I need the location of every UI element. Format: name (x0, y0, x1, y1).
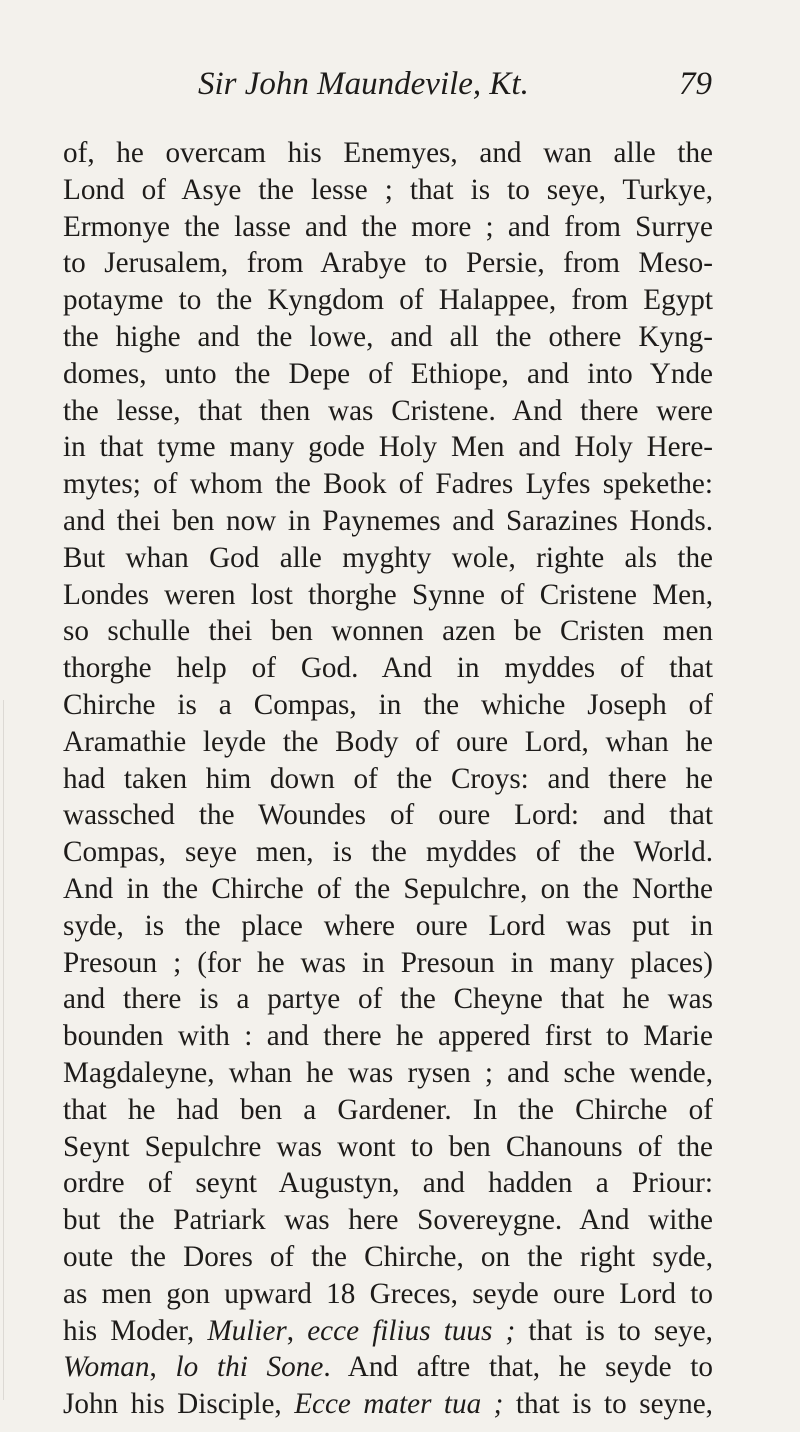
text-line: so schulle thei ben wonnen azen be Cristen men (63, 615, 713, 648)
page-number: 79 (679, 66, 712, 102)
text-line: Londes weren lost thorghe Synne of Cristene Men, (63, 578, 713, 611)
latin-phrase: Ecce mater tua ; (294, 1388, 504, 1421)
text-segment: that is to seyne, (503, 1388, 713, 1421)
text-line: bounden with : and there he appered first to Marie (63, 1020, 713, 1053)
text-line: thorghe help of God. And in myddes of that (63, 652, 713, 685)
page-edge-shadow (3, 700, 4, 1400)
latin-phrase: ecce filius tuus ; (307, 1314, 516, 1347)
text-line: wassched the Woundes of oure Lord: and that (63, 799, 713, 832)
text-segment: that is to seye, (515, 1314, 713, 1347)
text-line: the highe and the lowe, and all the othere Kyng- (63, 320, 713, 353)
text-line: Presoun ; (for he was in Presoun in many places) (63, 946, 713, 979)
text-line-mixed (63, 1313, 713, 1350)
text-line: of, he overcam his Enemyes, and wan alle the (63, 137, 713, 169)
text-line: Seynt Sepulchre was wont to ben Chanouns of the (63, 1130, 713, 1163)
text-line: potayme to the Kyngdom of Halappee, from Egypt (63, 284, 713, 317)
latin-word: Mulier (207, 1314, 287, 1347)
text-segment: his Moder, (63, 1314, 208, 1347)
text-line: in that tyme many gode Holy Men and Holy Here- (63, 431, 713, 464)
running-title: Sir John Maundevile, Kt. (198, 66, 529, 102)
text-line: But whan God alle myghty wole, righte als the (63, 541, 713, 574)
text-line: as men gon upward 18 Greces, seyde oure Lord to (63, 1277, 713, 1310)
text-line: Lond of Asye the lesse ; that is to seye, Turkye, (63, 173, 713, 206)
text-segment: , (286, 1314, 308, 1347)
italic-phrase: lo thi Sone (175, 1351, 324, 1384)
text-line: that he had ben a Gardener. In the Chirche of (63, 1093, 713, 1126)
text-line: to Jerusalem, from Arabye to Persie, from Meso- (63, 247, 713, 280)
text-line: and there is a partye of the Cheyne that he was (63, 983, 713, 1016)
text-segment: . And aftre that, he seyde to (323, 1351, 713, 1384)
text-line: oute the Dores of the Chirche, on the right syde, (63, 1240, 713, 1273)
text-line: the lesse, that then was Cristene. And there were (63, 394, 713, 427)
text-line: mytes; of whom the Book of Fadres Lyfes spekethe: (63, 468, 713, 501)
body-text (63, 135, 713, 1423)
text-line: Ermonye the lasse and the more ; and from Surrye (63, 210, 713, 243)
text-line: Chirche is a Compas, in the whiche Joseph of (63, 688, 713, 721)
text-line-mixed (63, 1349, 713, 1386)
text-line: Compas, seye men, is the myddes of the World. (63, 836, 713, 869)
text-line: had taken him down of the Croys: and there he (63, 762, 713, 795)
text-line: domes, unto the Depe of Ethiope, and into Ynde (63, 357, 713, 390)
text-line: Magdaleyne, whan he was rysen ; and sche wende, (63, 1056, 713, 1089)
running-head (0, 66, 800, 106)
italic-word: Woman (63, 1351, 150, 1384)
text-line: Aramathie leyde the Body of oure Lord, whan he (63, 725, 713, 758)
text-line: ordre of seynt Augustyn, and hadden a Priour: (63, 1167, 713, 1200)
text-line: and thei ben now in Paynemes and Sarazines Honds. (63, 504, 713, 537)
text-segment: , (149, 1351, 176, 1384)
text-line: And in the Chirche of the Sepulchre, on the Northe (63, 872, 713, 905)
text-line: syde, is the place where oure Lord was put in (63, 909, 713, 942)
text-line: but the Patriark was here Sovereygne. And withe (63, 1204, 713, 1237)
text-segment: John his Disciple, (63, 1388, 295, 1421)
text-line-mixed (63, 1386, 713, 1423)
